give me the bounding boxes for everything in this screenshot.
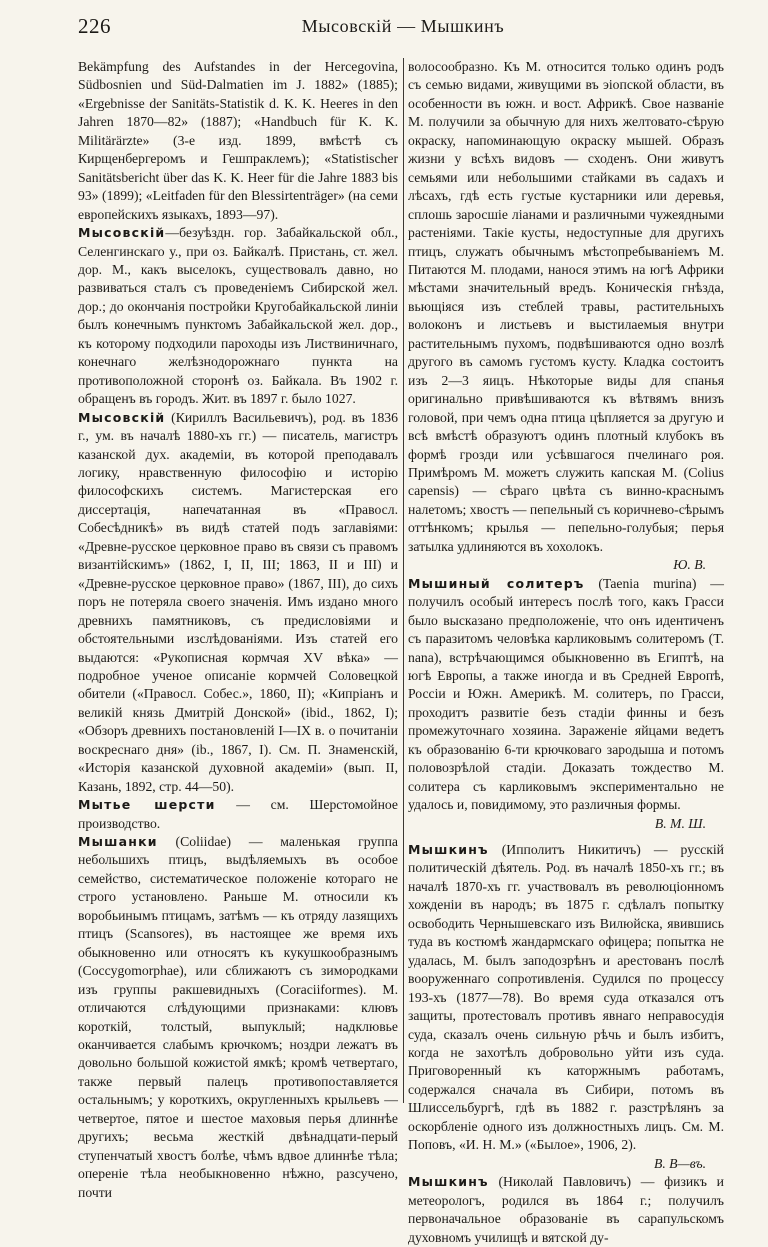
entry-headword: Мышанки xyxy=(78,834,158,850)
entry-text: (Николай Павловичъ) — физикъ и метеорологъ, родился въ 1864 г.; получилъ первоначальное образованіе въ сарапульскомъ духовномъ училищѣ и вятской ду- xyxy=(408,1174,724,1245)
entry-soliter xyxy=(408,575,724,833)
page-header xyxy=(78,10,728,38)
entry-headword: Мысовскій xyxy=(78,409,166,425)
entry-text: —безуѣздн. гор. Забайкальской обл., Селенгинскаго у., при оз. Байкалѣ. Пристань, ст. жел. дор. М., какъ выселокъ, существовалъ давно, но развиваться сталъ съ проведеніемъ Сибирской жел. дор.; до окончанія постройки Кругобайкальской линіи былъ конечнымъ пунктомъ Забайкальской жел. дор., къ которому подходили пароходы изъ Листвиничнаго, конечнаго желѣзнодорожнаго пункта на противоположной сторонѣ оз. Байкала. Въ 1902 г. обращенъ въ городъ. Жит. въ 1897 г. было 1027. xyxy=(78,225,398,407)
entry-text: (Ипполитъ Никитичъ) — русскій политическій дѣятель. Род. въ началѣ 1850-хъ гг.; въ началѣ 1870-хъ гг. участвовалъ въ революціонномъ хожденіи въ народъ; въ 1875 г. сдѣлалъ попытку освободить Чернышевскаго изъ Вилюйска, явившись туда въ костюмѣ жандармскаго офицера; попытка не удалась, М. былъ заподозрѣнъ и арестованъ послѣ вооруженнаго сопротивленія. Судился по процессу 193-хъ (1877—78). Во время суда отказался отъ защиты, протестовалъ противъ явнаго неправосудія суда, сказалъ очень сильную рѣчь и былъ избитъ, когда не захотѣлъ добровольно уйти изъ суда. Приговоренный къ каторжнымъ работамъ, содержался сначала въ Сибири, потомъ въ Шлиссельбургѣ, гдѣ въ 1882 г. разстрѣлянъ за оскорбленіе одного изъ должностныхъ лицъ. См. М. Поповъ, «И. Н. М.» («Былое», 1906, 2). xyxy=(408,842,724,1153)
column-divider xyxy=(403,58,404,1103)
entry-text: (Taenia murina) — получилъ особый интересъ послѣ того, какъ Грасси было высказано предположеніе, что онъ идентиченъ съ паразитомъ человѣка карликовымъ солитеромъ (T. nana), встрѣчающимся обыкновенно въ Египтѣ, на югѣ Европы, а также иногда и въ Средней Европѣ, Россіи и Южн. Америкѣ. М. солитеръ, по Грасси, проходитъ развитіе безъ стадіи финны и безъ промежуточнаго хозяина. Зараженіе яйцами ведетъ къ образованію 6-ти крючковаго зародыша и потомъ половозрѣлой стадіи. Доказать тождество М. солитера съ карликовымъ экспериментально не удалось и, повидимому, это различныя формы. xyxy=(408,575,724,813)
entry-signature: Ю. В. xyxy=(673,557,706,573)
entry-signature: В. В—въ. xyxy=(653,1155,706,1171)
right-column xyxy=(408,58,724,1245)
entry-text: (Coliidae) — маленькая группа небольшихъ птицъ, выдѣляемыхъ въ особое семейство, систематическое положеніе котораго не строго установлено. Раньше М. относили къ воробьинымъ птицамъ, затѣмъ — къ отряду лазящихъ птицъ (Scansores), въ настоящее же время ихъ обыкновенно или относятъ къ кукушкообразнымъ (Coccygomorphae), или сближаютъ съ зимородками изъ группы ракшевидныхъ (Coraciiformes). М. отличаются слѣдующими признаками: клювъ короткій, толстый, выпуклый; надклювье оканчивается слабымъ крючкомъ; ноздри лежатъ въ довольно большой кожистой ямкѣ; кромѣ четвертаго, также первый палецъ противопоставляется остальнымъ; у короткихъ, округленныхъ крыльевъ — четвертое, пятое и шестое маховыя перья длиннѣе другихъ; весьма жесткій двѣнадцати-перый ступенчатый хвостъ болѣе, чѣмъ вдвое длиннѣе тѣла; опереніе тѣла необыкновенно нѣжно, разсучено, почти xyxy=(78,834,398,1200)
entry-headword: Мышкинъ xyxy=(408,1174,489,1190)
entry-text: Bekämpfung des Aufstandes in der Hercegovina, Südbosnien und Süd-Dalmatien im J. 1882» (1885); «Ergebnisse der Sanitäts-Statistik d. K. K. Heeres in den Jahren 1870—82» (1887); «Handbuch für K. K. Militärärzte» (3-е изд. 1899, вмѣстѣ съ Кирщенбергеромъ и Гешпраклемъ); «Statistischer Sanitätsbericht über das K. K. Heer für die Jahre 1883 bis 93» (1899); «Leitfaden für den Blessirtenträger» (на семи европейскихъ языкахъ, 1893—97). xyxy=(78,59,398,222)
entry-myshkin-nikolai xyxy=(408,1173,724,1247)
entry-myshkin-ippolit xyxy=(408,841,724,1173)
entry-headword: Мытье шерсти xyxy=(78,797,216,813)
entry-mysovsk-kirill xyxy=(78,409,398,797)
entry-continuation xyxy=(78,58,398,224)
entry-headword: Мышиный солитеръ xyxy=(408,575,585,591)
entry-gap xyxy=(408,833,724,841)
entry-headword: Мысовскій xyxy=(78,225,166,241)
entry-text: (Кириллъ Васильевичъ), род. въ 1836 г., ум. въ началѣ 1880-хъ гг.) — писатель, магистръ казанской дух. академіи, въ которой преподавалъ логику, нравственную философію и исторію философскихъ системъ. Магистерская его диссертація, напечатанная въ «Правосл. Собесѣдникѣ» въ видѣ статей подъ заглавіями: «Древне-русское церковное право въ связи съ правомъ византійскимъ» (1862, I, II, III; 1863, II и III) и «Древне-русское церковное право» (1867, III), до сихъ поръ не потеряла своего значенія. Имъ издано много древнихъ памятниковъ, съ предисловіями и обстоятельными изслѣдованіями. Изъ статей его выдаются: «Рукописная кормчая XV вѣка» — подробное ученое описаніе кормчей Соловецкой обители («Правосл. Собес.», 1860, II); «Кипріанъ и великій князь Дмитрій Донской» (ibid., 1862, I); «Обзоръ древнихъ постановленій I—IX в. о почитаніи воскреснаго дня» (ib., 1867, I). См. П. Знаменскій, «Исторія казанской духовной академіи» (вып. II, Казань, 1892, стр. 44—50). xyxy=(78,409,398,794)
entry-continuation xyxy=(408,58,724,575)
entry-headword: Мышкинъ xyxy=(408,842,489,858)
entry-signature: В. М. Ш. xyxy=(654,815,706,831)
left-column xyxy=(78,58,398,1200)
entry-mytie xyxy=(78,796,398,833)
running-head: Мысовскій — Мышкинъ xyxy=(301,16,505,36)
entry-myshanki xyxy=(78,833,398,1202)
entry-mysovsk-town xyxy=(78,224,398,409)
page-number: 226 xyxy=(78,14,111,38)
entry-text: волосообразно. Къ М. относится только одинъ родъ съ семью видами, живущими въ эіопской области, въ особенности въ южн. и вост. Африкѣ. Свое названіе М. получили за обычную для нихъ желтовато-сѣрую окраску, напоминающую окраску мышей. Образъ жизни у всѣхъ видовъ — сходенъ. Они живутъ семьями или небольшими стайками въ садахъ и лѣсахъ, гдѣ есть густые кустарники или деревья, сплошь заросшіе ліанами и различными чужеядными растеніями. Такіе кусты, недоступные для другихъ птицъ, служатъ обычнымъ мѣстопребываніемъ М. Питаются М. плодами, нанося этимъ на югѣ Африки мѣстами значительный вредъ. Коническія гнѣзда, вьющіяся изъ стеблей травы, растительныхъ волоконъ и листьевъ и выстилаемыя внутри растительнымъ пухомъ, подвѣшиваются одно возлѣ другого въ самомъ густомъ кусту. Кладка состоитъ изъ 2—3 яицъ. Нѣкоторые виды для спанья оригинально привѣшиваются къ вѣтвямъ внизъ головой, при чемъ одна птица цѣпляется за другую и всѣ вмѣстѣ образуютъ одинъ плотный клубокъ въ формѣ грозди или усѣвшагося пчелинаго роя. Примѣромъ М. можетъ служить капская М. (Colius capensis) — сѣраго цвѣта съ винно-краснымъ налетомъ; хвостъ — пепельный съ коричнево-сѣрымъ оттѣнкомъ; крылья — пепельно-голубыя; перья затылка удлиняются въ хохолокъ. xyxy=(408,59,724,554)
entry-text: — см. Шерстомойное производство. xyxy=(78,797,398,831)
